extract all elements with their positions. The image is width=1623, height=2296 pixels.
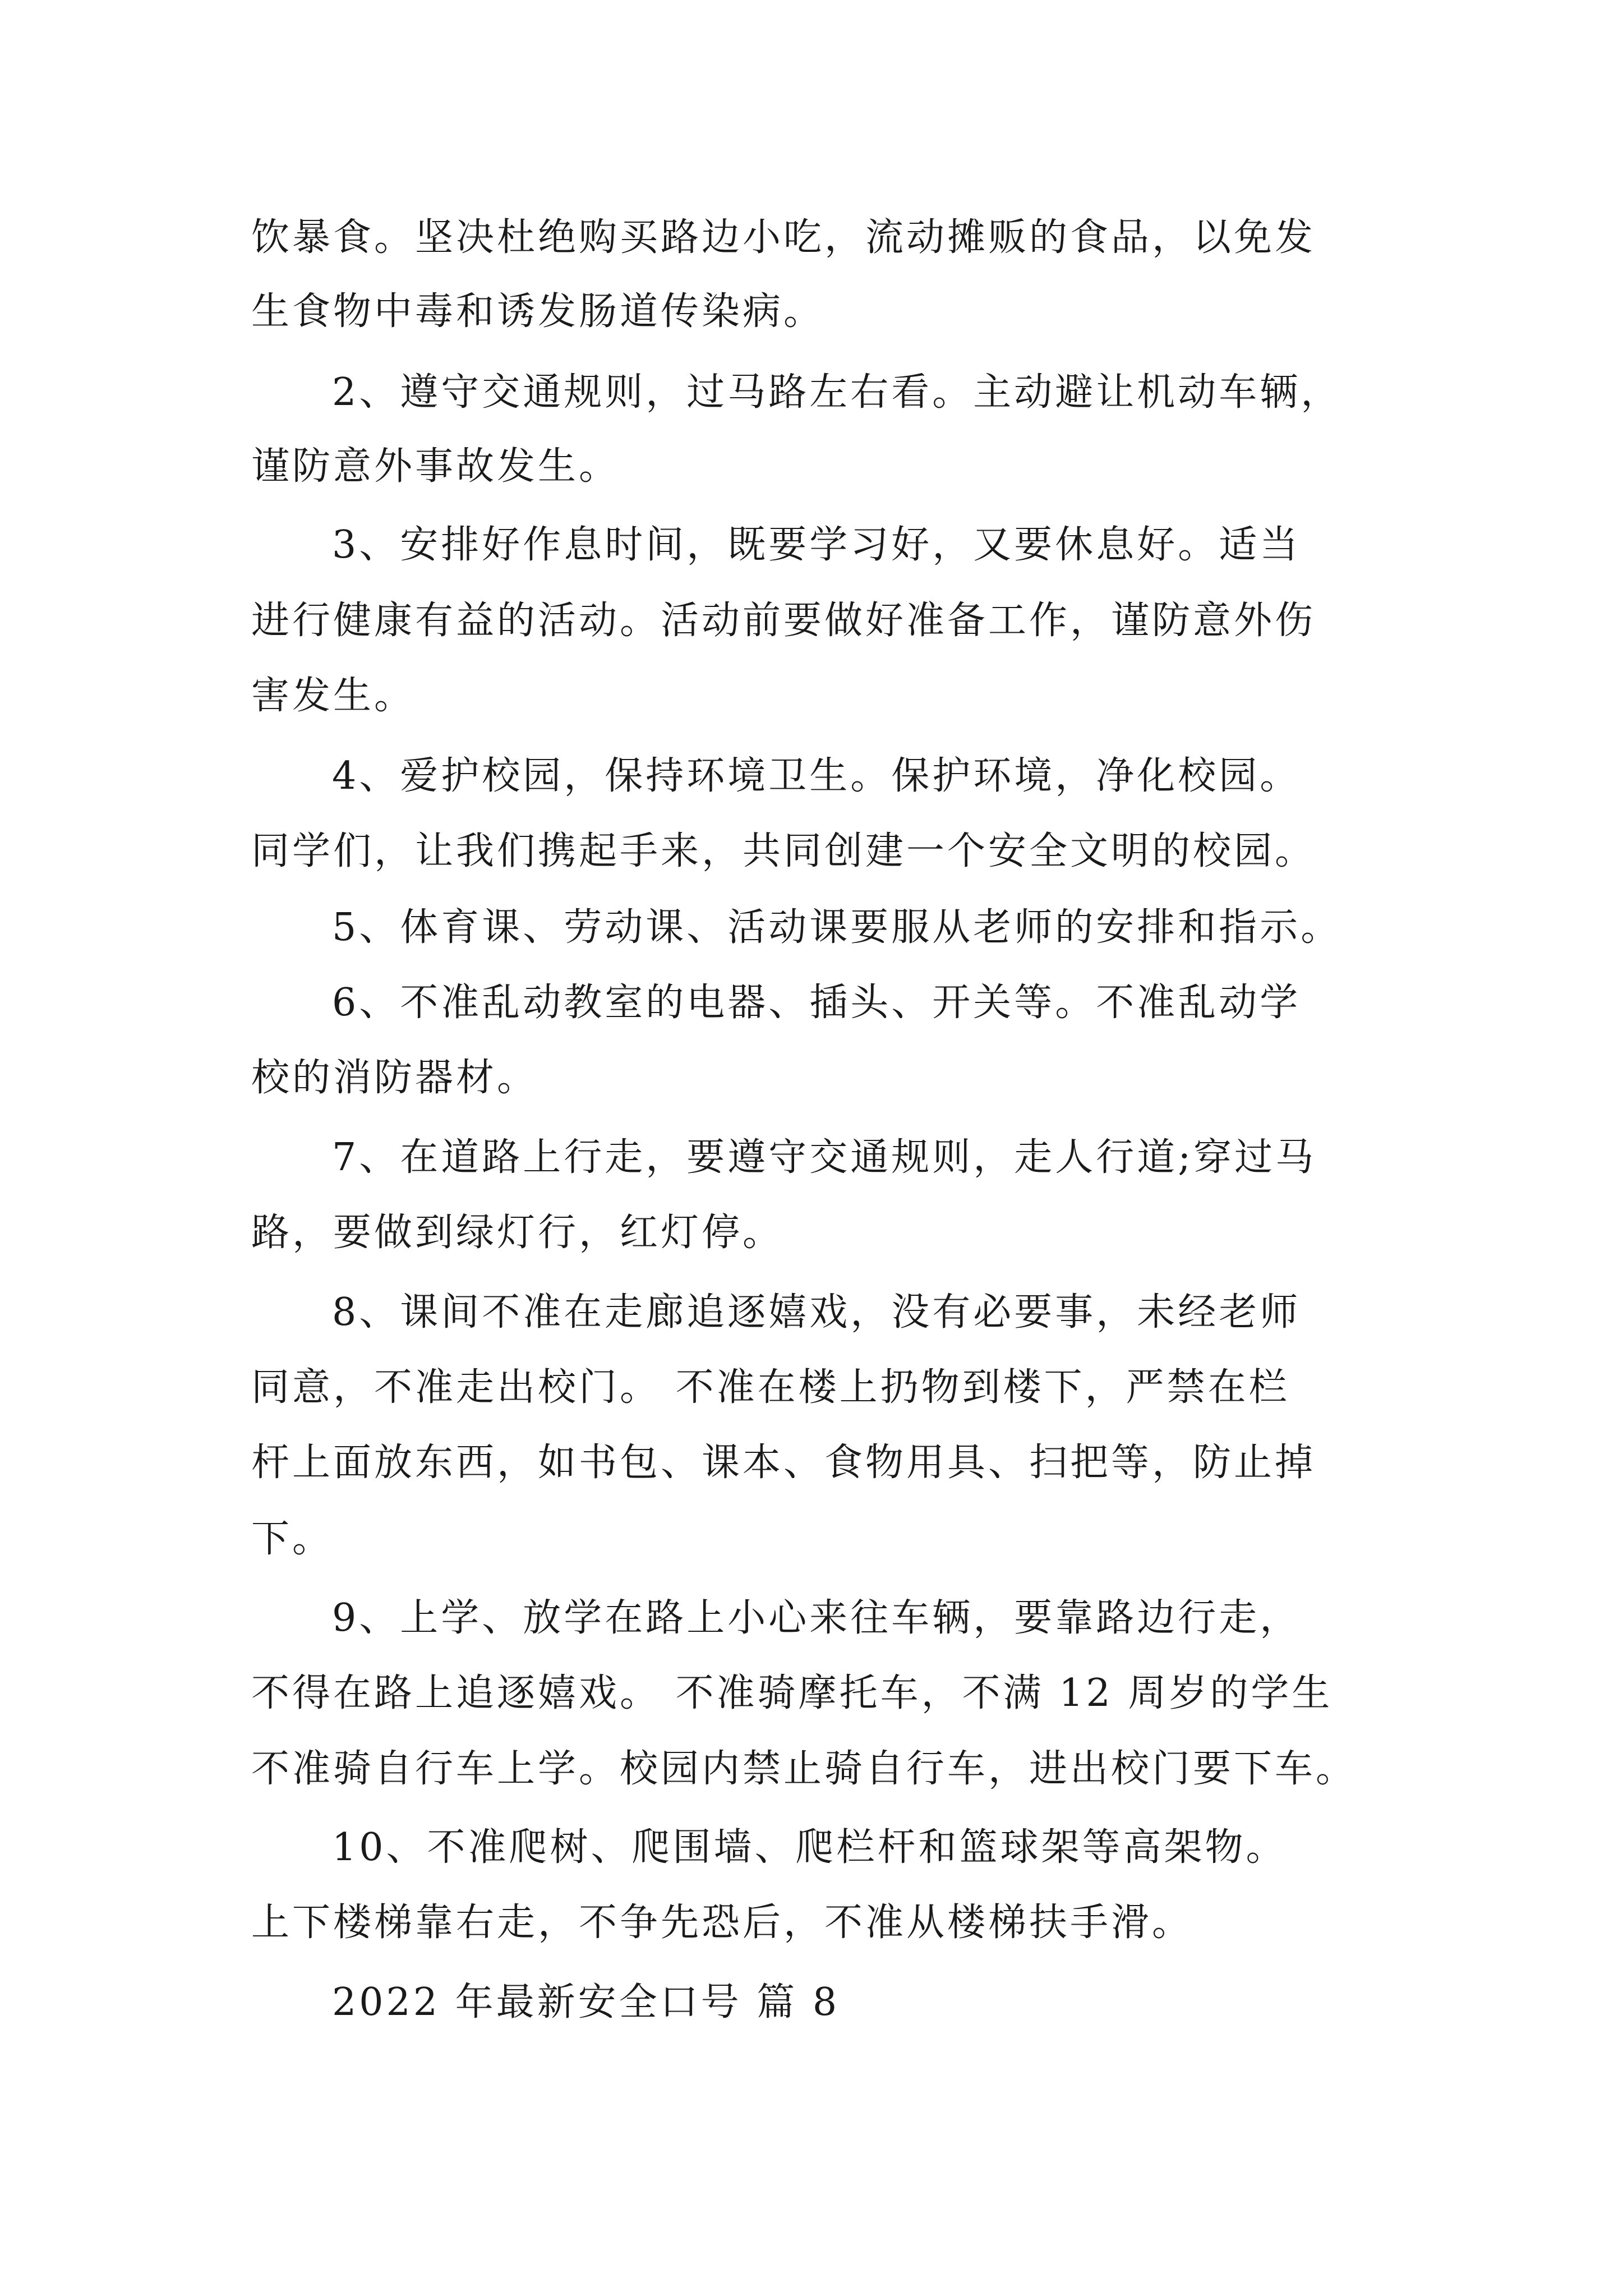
text-line: 9、上学、放学在路上小心来往车辆，要靠路边行走， [332, 1596, 1301, 1640]
text-line: 进行健康有益的活动。活动前要做好准备工作，谨防意外伤 [251, 599, 1316, 643]
text-line: 不得在路上追逐嬉戏。 不准骑摩托车，不满 12 周岁的学生 [251, 1671, 1333, 1715]
text-line: 路，要做到绿灯行，红灯停。 [251, 1211, 784, 1255]
text-line: 2、遵守交通规则，过马路左右看。主动避让机动车辆， [332, 370, 1342, 415]
text-line: 4、爱护校园，保持环境卫生。保护环境，净化校园。 [332, 754, 1301, 798]
text-line: 下。 [251, 1517, 334, 1561]
text-line: 谨防意外事故发生。 [251, 444, 620, 489]
text-line: 10、不准爬树、爬围墙、爬栏杆和篮球架等高架物。 [332, 1825, 1287, 1870]
text-line: 5、体育课、劳动课、活动课要服从老师的安排和指示。 [332, 905, 1342, 950]
text-line: 8、课间不准在走廊追逐嬉戏，没有必要事，未经老师 [332, 1290, 1301, 1335]
text-line: 7、在道路上行走，要遵守交通规则，走人行道;穿过马 [332, 1135, 1317, 1180]
text-line: 生食物中毒和诱发肠道传染病。 [251, 289, 825, 334]
text-line: 校的消防器材。 [251, 1056, 538, 1100]
text-line: 上下楼梯靠右走，不争先恐后，不准从楼梯扶手滑。 [251, 1901, 1193, 1945]
text-line: 同学们，让我们携起手来，共同创建一个安全文明的校园。 [251, 829, 1316, 873]
text-line: 3、安排好作息时间，既要学习好，又要休息好。适当 [332, 523, 1301, 567]
text-line: 害发生。 [251, 674, 416, 718]
text-line: 6、不准乱动教室的电器、插头、开关等。不准乱动学 [332, 981, 1301, 1025]
section-heading: 2022 年最新安全口号 篇 8 [332, 1980, 840, 2024]
text-line: 饮暴食。坚决杜绝购买路边小吃，流动摊贩的食品，以免发 [251, 215, 1316, 260]
text-line: 杆上面放东西，如书包、课本、食物用具、扫把等，防止掉 [251, 1441, 1316, 1485]
text-line: 同意，不准走出校门。 不准在楼上扔物到楼下，严禁在栏 [251, 1365, 1290, 1410]
text-line: 不准骑自行车上学。校园内禁止骑自行车，进出校门要下车。 [251, 1747, 1357, 1791]
